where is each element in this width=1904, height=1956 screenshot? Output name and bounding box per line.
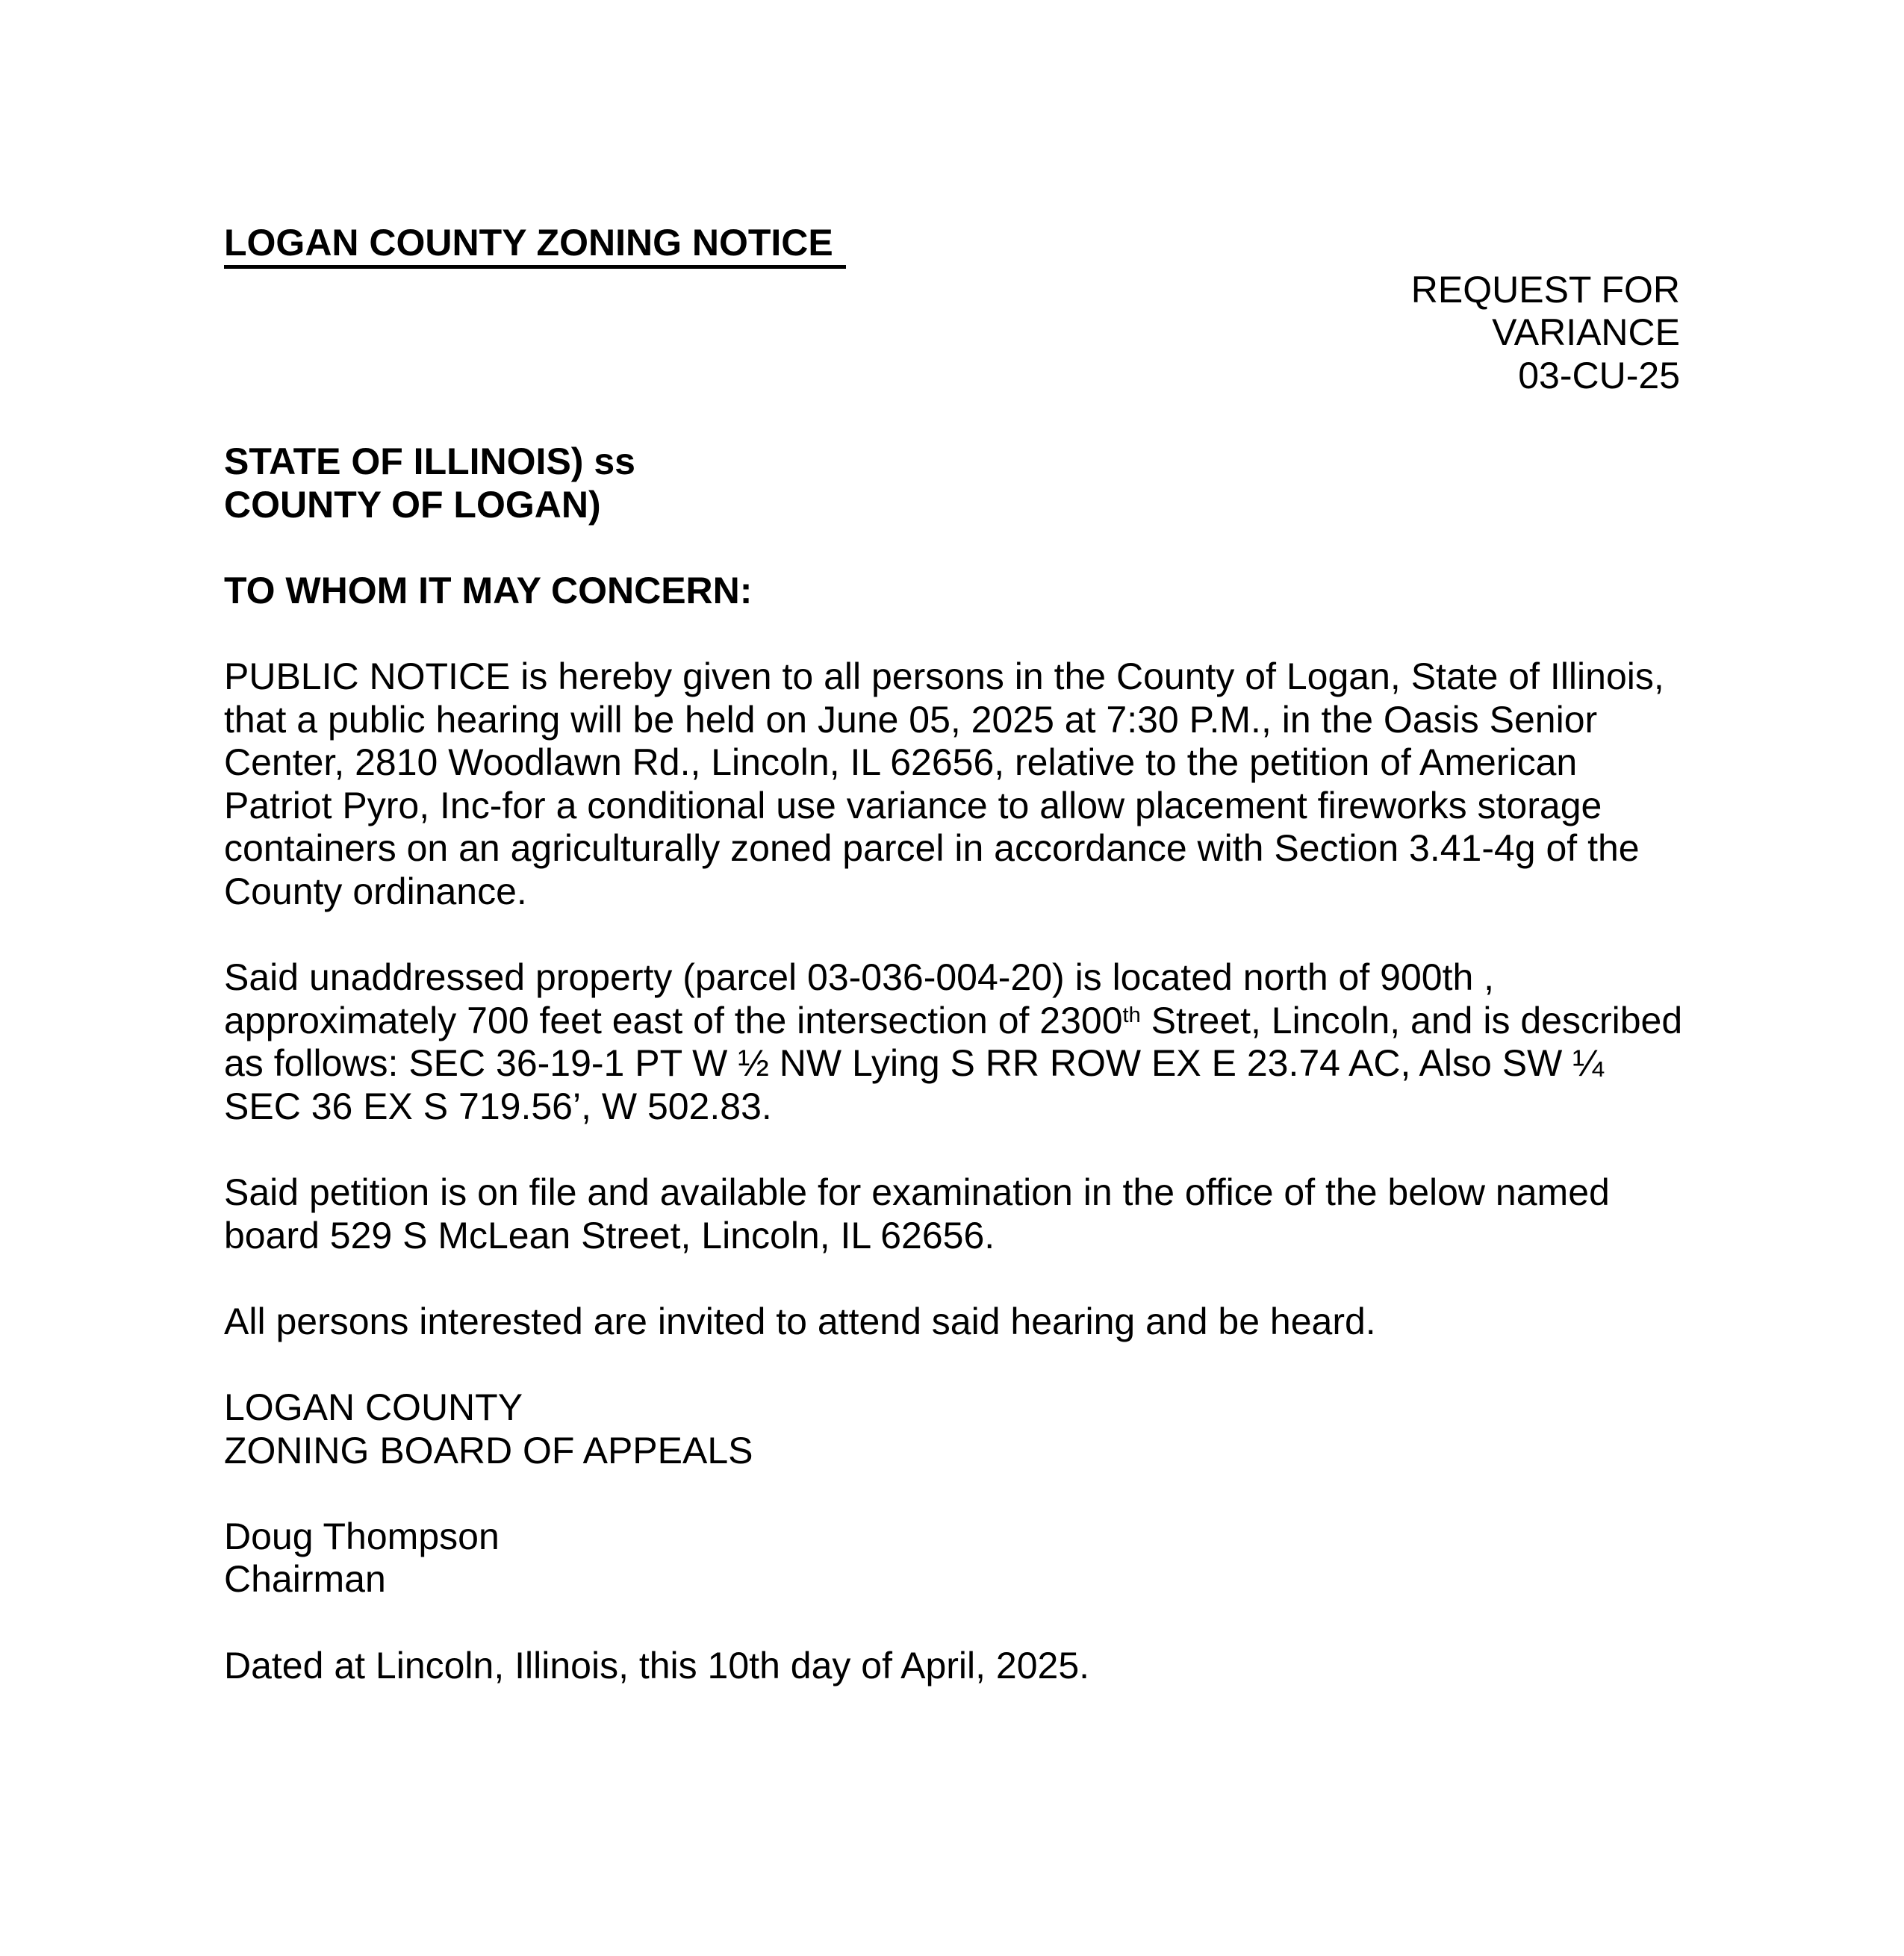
text-line: Chairman (224, 1558, 386, 1601)
text-line: Said unaddressed property (parcel 03-036-004-20) is located north of 900th , (224, 956, 1495, 999)
text-line: 03-CU-25 (1518, 354, 1680, 396)
text-line: Center, 2810 Woodlawn Rd., Lincoln, IL 62656, relative to the petition of American (224, 741, 1578, 784)
text-line: All persons interested are invited to attend said hearing and be heard. (224, 1300, 1376, 1342)
paragraph-property-description (224, 956, 1683, 1128)
dateline: Dated at Lincoln, Illinois, this 10th day of April, 2025. (224, 1644, 1090, 1686)
text-line: as follows: SEC 36-19-1 PT W ½ NW Lying S RR ROW EX E 23.74 AC, Also SW ¼ (224, 1042, 1604, 1085)
signature-organization-block (224, 1386, 1680, 1472)
document-title-row (224, 222, 1680, 269)
text-line: ZONING BOARD OF APPEALS (224, 1429, 753, 1471)
state-county-block (224, 440, 1680, 526)
text-line: board 529 S McLean Street, Lincoln, IL 62656. (224, 1214, 995, 1256)
document-title: LOGAN COUNTY ZONING NOTICE (224, 222, 846, 269)
salutation: TO WHOM IT MAY CONCERN: (224, 569, 753, 611)
case-header-block (224, 269, 1680, 398)
paragraph-invitation-to-attend (224, 1301, 1680, 1344)
text-line: Doug Thompson (224, 1515, 500, 1557)
text-line: County ordinance. (224, 870, 527, 912)
text-line: REQUEST FOR (1410, 268, 1680, 311)
text-line: SEC 36 EX S 719.56’, W 502.83. (224, 1085, 772, 1127)
text-line: LOGAN COUNTY (224, 1386, 523, 1429)
text-line: VARIANCE (1492, 311, 1680, 354)
text-line: Said petition is on file and available for examination in the office of the below named (224, 1171, 1610, 1214)
text-line: PUBLIC NOTICE is hereby given to all persons in the County of Logan, State of Illinois, (224, 655, 1664, 697)
text-line: COUNTY OF LOGAN) (224, 483, 601, 526)
signatory-block (224, 1516, 1680, 1601)
paragraph-petition-on-file (224, 1171, 1680, 1257)
paragraph-public-notice (224, 655, 1680, 914)
text-line: containers on an agriculturally zoned parcel in accordance with Section 3.41-4g of the (224, 827, 1640, 870)
text-line: that a public hearing will be held on June 05, 2025 at 7:30 P.M., in the Oasis Senior (224, 698, 1598, 741)
text-line: STATE OF ILLINOIS) ss (224, 440, 635, 482)
text-line: approximately 700 feet east of the intersection of 2300th Street, Lincoln, and is described (224, 999, 1683, 1041)
text-line: Patriot Pyro, Inc-for a conditional use variance to allow placement fireworks storage (224, 784, 1602, 826)
superscript-text: th (1122, 1003, 1141, 1027)
